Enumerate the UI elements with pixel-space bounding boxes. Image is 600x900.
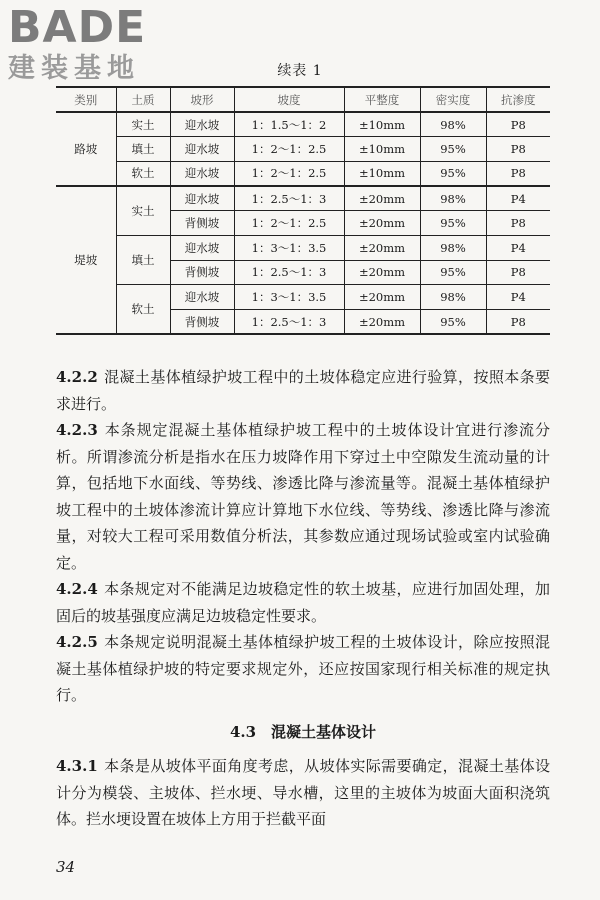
section-heading: 4.3 混凝土基体设计 xyxy=(229,722,377,741)
shape-cell: 迎水坡 xyxy=(170,285,234,310)
table-row xyxy=(56,285,550,310)
brand-logo xyxy=(8,4,178,94)
slope-cell: 1：1.5～1：2 xyxy=(234,112,344,137)
soil-cell: 填土 xyxy=(116,235,170,284)
seepage-cell: P8 xyxy=(486,112,550,137)
shape-cell: 迎水坡 xyxy=(170,161,234,186)
density-cell: 95% xyxy=(420,260,486,285)
clause-4-2-2 xyxy=(56,364,550,417)
shape-cell: 迎水坡 xyxy=(170,137,234,162)
shape-cell: 迎水坡 xyxy=(170,235,234,260)
clause-4-2-4 xyxy=(56,576,550,629)
header-category: 类别 xyxy=(56,87,116,112)
seepage-cell: P8 xyxy=(486,310,550,335)
table-row xyxy=(56,235,550,260)
shape-cell: 背侧坡 xyxy=(170,211,234,236)
shape-cell: 迎水坡 xyxy=(170,112,234,137)
clause-4-2-5 xyxy=(56,629,550,709)
table-title: 续表 1 xyxy=(277,63,323,79)
clause-text: 本条规定混凝土基体植绿护坡工程中的土坡体设计宜进行渗流分析。所谓渗流分析是指水在压力坡降作用下穿过土中空隙发生流动量的计算，包括地下水面线、等势线、渗透比降与渗流量等。混凝土基体植绿护坡工程中的土坡体渗流计算应计算地下水位线、等势线、渗透比降与渗流量，对较大工程可采用数值分析法，其参数应通过现场试验或室内试验确定。 xyxy=(56,421,550,572)
clause-number: 4.2.5 xyxy=(56,633,98,651)
clause-text: 混凝土基体植绿护坡工程中的土坡体稳定应进行验算，按照本条要求进行。 xyxy=(56,368,550,413)
flatness-cell: ±20mm xyxy=(344,285,420,310)
density-cell: 95% xyxy=(420,211,486,236)
logo-subtitle: 建装基地 xyxy=(8,53,140,84)
clause-4-3-1 xyxy=(56,753,550,833)
table-row xyxy=(56,137,550,162)
shape-cell: 背侧坡 xyxy=(170,260,234,285)
header-slope: 坡度 xyxy=(234,87,344,112)
category-cell: 堤坡 xyxy=(56,186,116,334)
shape-cell: 背侧坡 xyxy=(170,310,234,335)
seepage-cell: P4 xyxy=(486,186,550,211)
header-shape: 坡形 xyxy=(170,87,234,112)
density-cell: 98% xyxy=(420,112,486,137)
clause-number: 4.2.3 xyxy=(56,421,98,439)
slope-cell: 1：2.5～1：3 xyxy=(234,310,344,335)
clause-text: 本条是从坡体平面角度考虑，从坡体实际需要确定，混凝土基体设计分为模袋、主坡体、拦水埂、导水槽，这里的主坡体为坡面大面积浇筑体。拦水埂设置在坡体上方用于拦截平面 xyxy=(56,757,550,828)
seepage-cell: P8 xyxy=(486,137,550,162)
clause-text: 本条规定说明混凝土基体植绿护坡工程的土坡体设计，除应按照混凝土基体植绿护坡的特定要求规定外，还应按国家现行相关标准的规定执行。 xyxy=(56,633,550,704)
seepage-cell: P4 xyxy=(486,285,550,310)
density-cell: 98% xyxy=(420,285,486,310)
flatness-cell: ±10mm xyxy=(344,112,420,137)
page-number: 34 xyxy=(56,858,76,876)
slope-cell: 1：3～1：3.5 xyxy=(234,285,344,310)
clause-number: 4.3.1 xyxy=(56,757,98,775)
flatness-cell: ±20mm xyxy=(344,235,420,260)
logo-brand-text: BADE xyxy=(8,2,147,53)
shape-cell: 迎水坡 xyxy=(170,186,234,211)
density-cell: 95% xyxy=(420,161,486,186)
soil-cell: 软土 xyxy=(116,161,170,186)
density-cell: 98% xyxy=(420,235,486,260)
header-flatness: 平整度 xyxy=(344,87,420,112)
flatness-cell: ±20mm xyxy=(344,310,420,335)
soil-cell: 实土 xyxy=(116,112,170,137)
density-cell: 98% xyxy=(420,186,486,211)
table-header-row xyxy=(56,87,550,112)
seepage-cell: P4 xyxy=(486,235,550,260)
slope-cell: 1：2.5～1：3 xyxy=(234,260,344,285)
category-cell: 路坡 xyxy=(56,112,116,186)
clause-number: 4.2.4 xyxy=(56,580,98,598)
soil-cell: 软土 xyxy=(116,285,170,334)
seepage-cell: P8 xyxy=(486,161,550,186)
flatness-cell: ±10mm xyxy=(344,137,420,162)
body-text xyxy=(56,364,550,833)
table-row xyxy=(56,112,550,137)
header-seepage: 抗渗度 xyxy=(486,87,550,112)
slope-spec-table xyxy=(56,86,550,335)
flatness-cell: ±20mm xyxy=(344,260,420,285)
clause-number: 4.2.2 xyxy=(56,368,98,386)
table-row xyxy=(56,186,550,211)
soil-cell: 填土 xyxy=(116,137,170,162)
seepage-cell: P8 xyxy=(486,260,550,285)
table-row xyxy=(56,161,550,186)
slope-cell: 1：2.5～1：3 xyxy=(234,186,344,211)
header-soil: 土质 xyxy=(116,87,170,112)
clause-4-2-3 xyxy=(56,417,550,576)
density-cell: 95% xyxy=(420,310,486,335)
density-cell: 95% xyxy=(420,137,486,162)
slope-cell: 1：2～1：2.5 xyxy=(234,161,344,186)
header-density: 密实度 xyxy=(420,87,486,112)
soil-cell: 实土 xyxy=(116,186,170,235)
slope-cell: 1：2～1：2.5 xyxy=(234,211,344,236)
flatness-cell: ±10mm xyxy=(344,161,420,186)
slope-cell: 1：2～1：2.5 xyxy=(234,137,344,162)
clause-text: 本条规定对不能满足边坡稳定性的软土坡基，应进行加固处理，加固后的坡基强度应满足边坡稳定性要求。 xyxy=(56,580,550,625)
slope-cell: 1：3～1：3.5 xyxy=(234,235,344,260)
flatness-cell: ±20mm xyxy=(344,186,420,211)
flatness-cell: ±20mm xyxy=(344,211,420,236)
seepage-cell: P8 xyxy=(486,211,550,236)
